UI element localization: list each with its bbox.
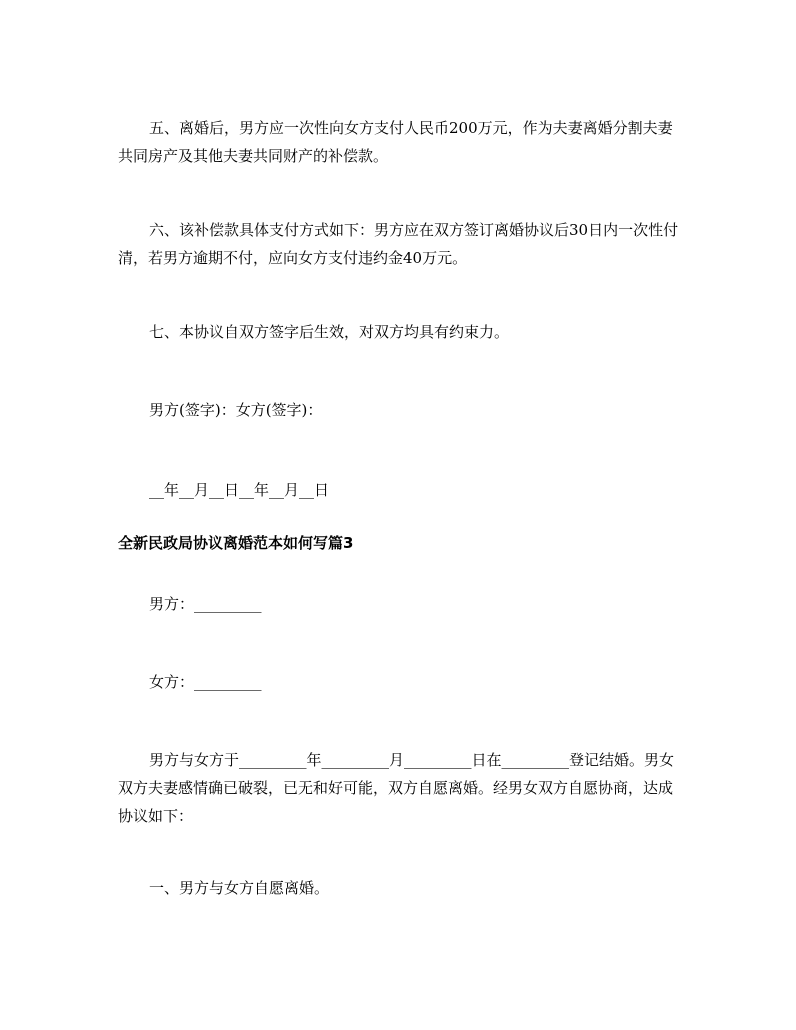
male-party-field: 男方：_________ <box>149 595 262 613</box>
marriage-registration-paragraph: 男方与女方于_________年_________月_________日在_________登记结婚。男女双方夫妻感情确已破裂，已无和好可能，双方自愿离婚。经男女双方自愿协商，达成协议如下： <box>118 751 675 825</box>
signature-line: 男方(签字)：女方(签字)： <box>149 401 323 419</box>
clause-seven-paragraph: 七、本协议自双方签字后生效，对双方均具有约束力。 <box>149 323 510 341</box>
clause-five-paragraph: 五、离婚后，男方应一次性向女方支付人民币200万元，作为夫妻离婚分割夫妻共同房产及其他夫妻共同财产的补偿款。 <box>118 119 673 165</box>
clause-one-paragraph: 一、男方与女方自愿离婚。 <box>149 879 330 897</box>
date-line: __年__月__日__年__月__日 <box>149 481 330 499</box>
clause-six-paragraph: 六、该补偿款具体支付方式如下：男方应在双方签订离婚协议后30日内一次性付清，若男方逾期不付，应向女方支付违约金40万元。 <box>118 221 679 267</box>
female-party-field: 女方：_________ <box>149 673 262 691</box>
section-title: 全新民政局协议离婚范本如何写篇3 <box>118 534 354 552</box>
